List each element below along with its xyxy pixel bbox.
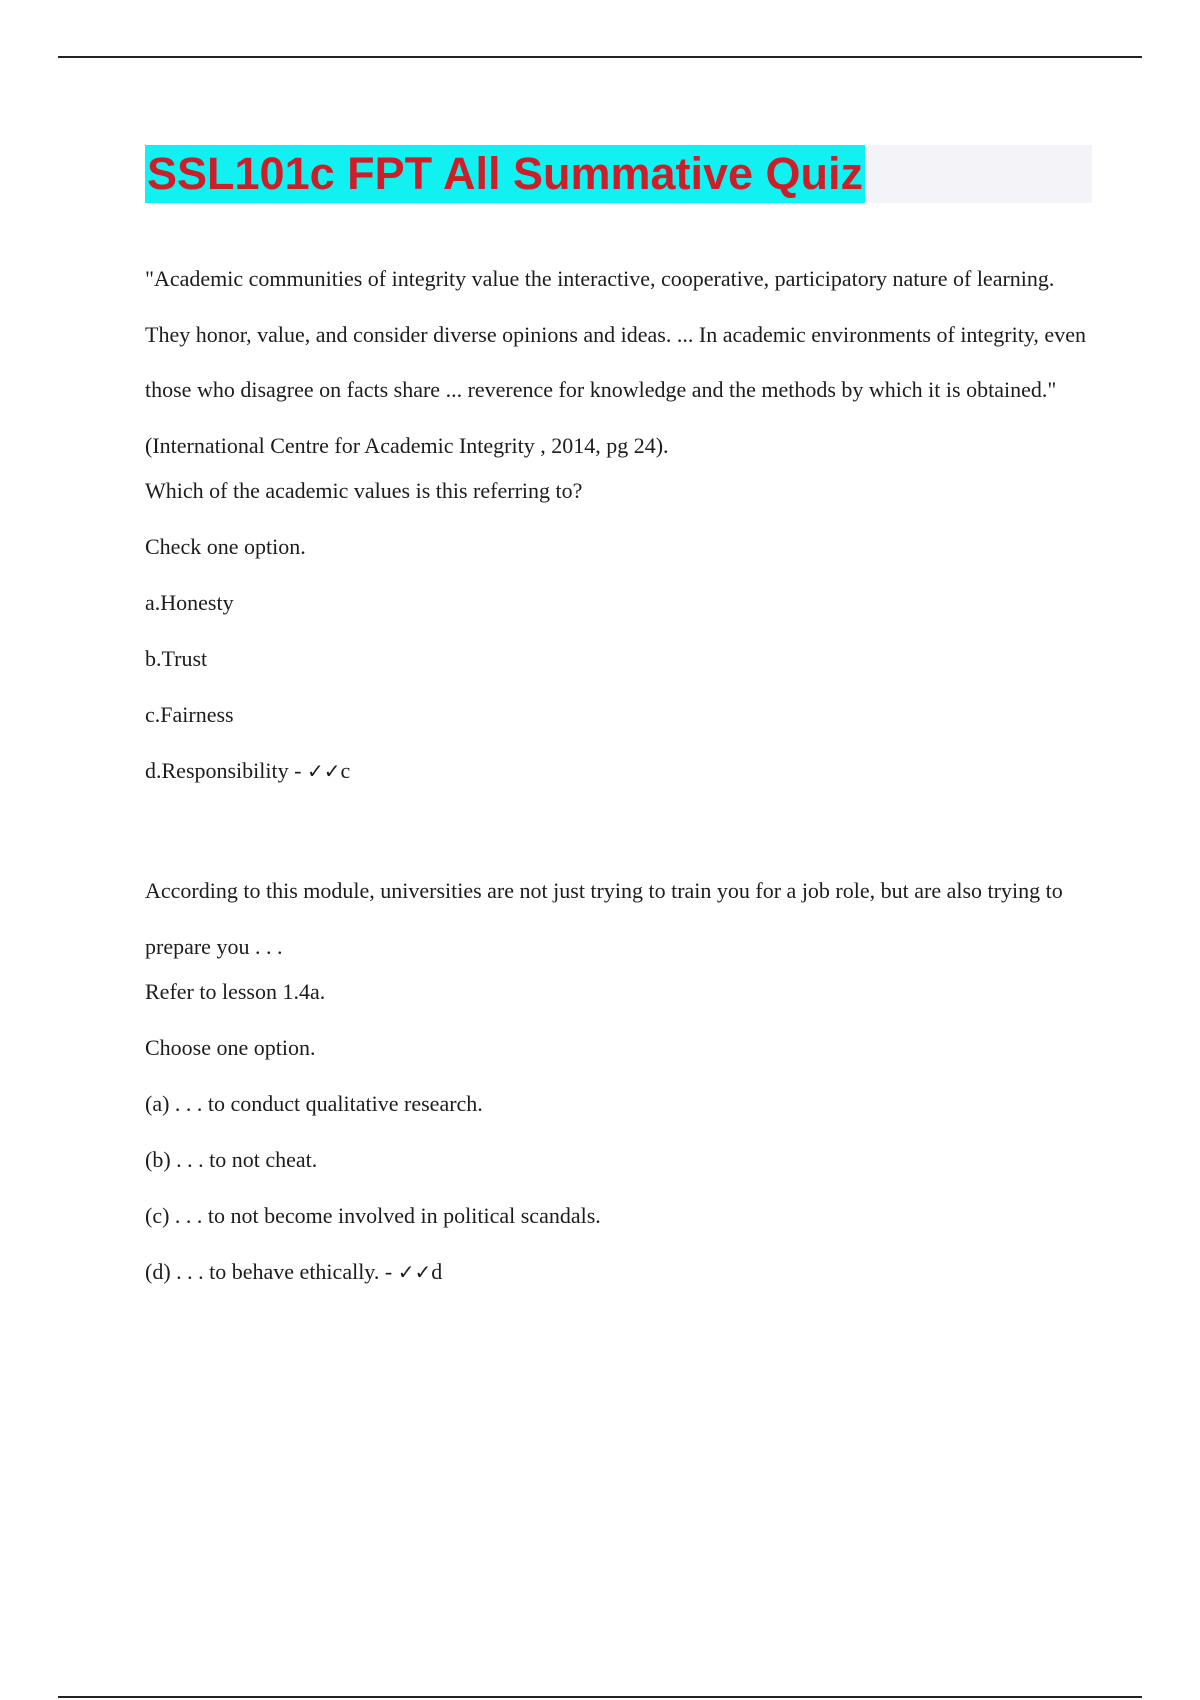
question-2-option-a: (a) . . . to conduct qualitative research. (145, 1091, 483, 1116)
question-1-option-b: b.Trust (145, 646, 208, 671)
question-1-instruction: Check one option. (145, 534, 306, 559)
option-d-label: d.Responsibility - (145, 758, 307, 783)
question-1-option-c: c.Fairness (145, 702, 234, 727)
check-icon: ✓✓ (397, 1260, 432, 1284)
document-title: SSL101c FPT All Summative Quiz (145, 145, 865, 203)
question-1-option-d (145, 753, 1100, 809)
question-2-option-c: (c) . . . to not become involved in political scandals. (145, 1203, 601, 1228)
question-2-answer: d (431, 1259, 443, 1284)
question-2-option-b: (b) . . . to not cheat. (145, 1147, 318, 1172)
question-1-answer: c (340, 758, 351, 783)
question-1-prompt: Which of the academic values is this referring to? (145, 478, 583, 503)
question-2 (145, 863, 1100, 1310)
question-2-text: According to this module, universities are not just trying to train you for a job role, but are also trying to prepare you . . . (145, 878, 1063, 959)
top-rule (58, 56, 1142, 58)
question-1-text: "Academic communities of integrity value the interactive, cooperative, participatory nature of learning. They honor, value, and consider diverse opinions and ideas. ... In academic environments of integrity, even those who disagree on facts share ... reverence for knowledge and the methods by which it is obtained." (International Centre for Academic Integrity , 2014, pg 24). (145, 266, 1086, 458)
quiz-content (145, 251, 1100, 1310)
question-1 (145, 251, 1100, 809)
question-2-option-d (145, 1254, 1100, 1310)
question-spacer (145, 809, 1100, 863)
question-2-instruction: Choose one option. (145, 1035, 316, 1060)
option-d-label: (d) . . . to behave ethically. - (145, 1259, 398, 1284)
check-icon: ✓✓ (306, 759, 341, 783)
question-1-option-a: a.Honesty (145, 590, 234, 615)
bottom-rule (58, 1696, 1142, 1698)
question-2-prompt: Refer to lesson 1.4a. (145, 979, 326, 1004)
